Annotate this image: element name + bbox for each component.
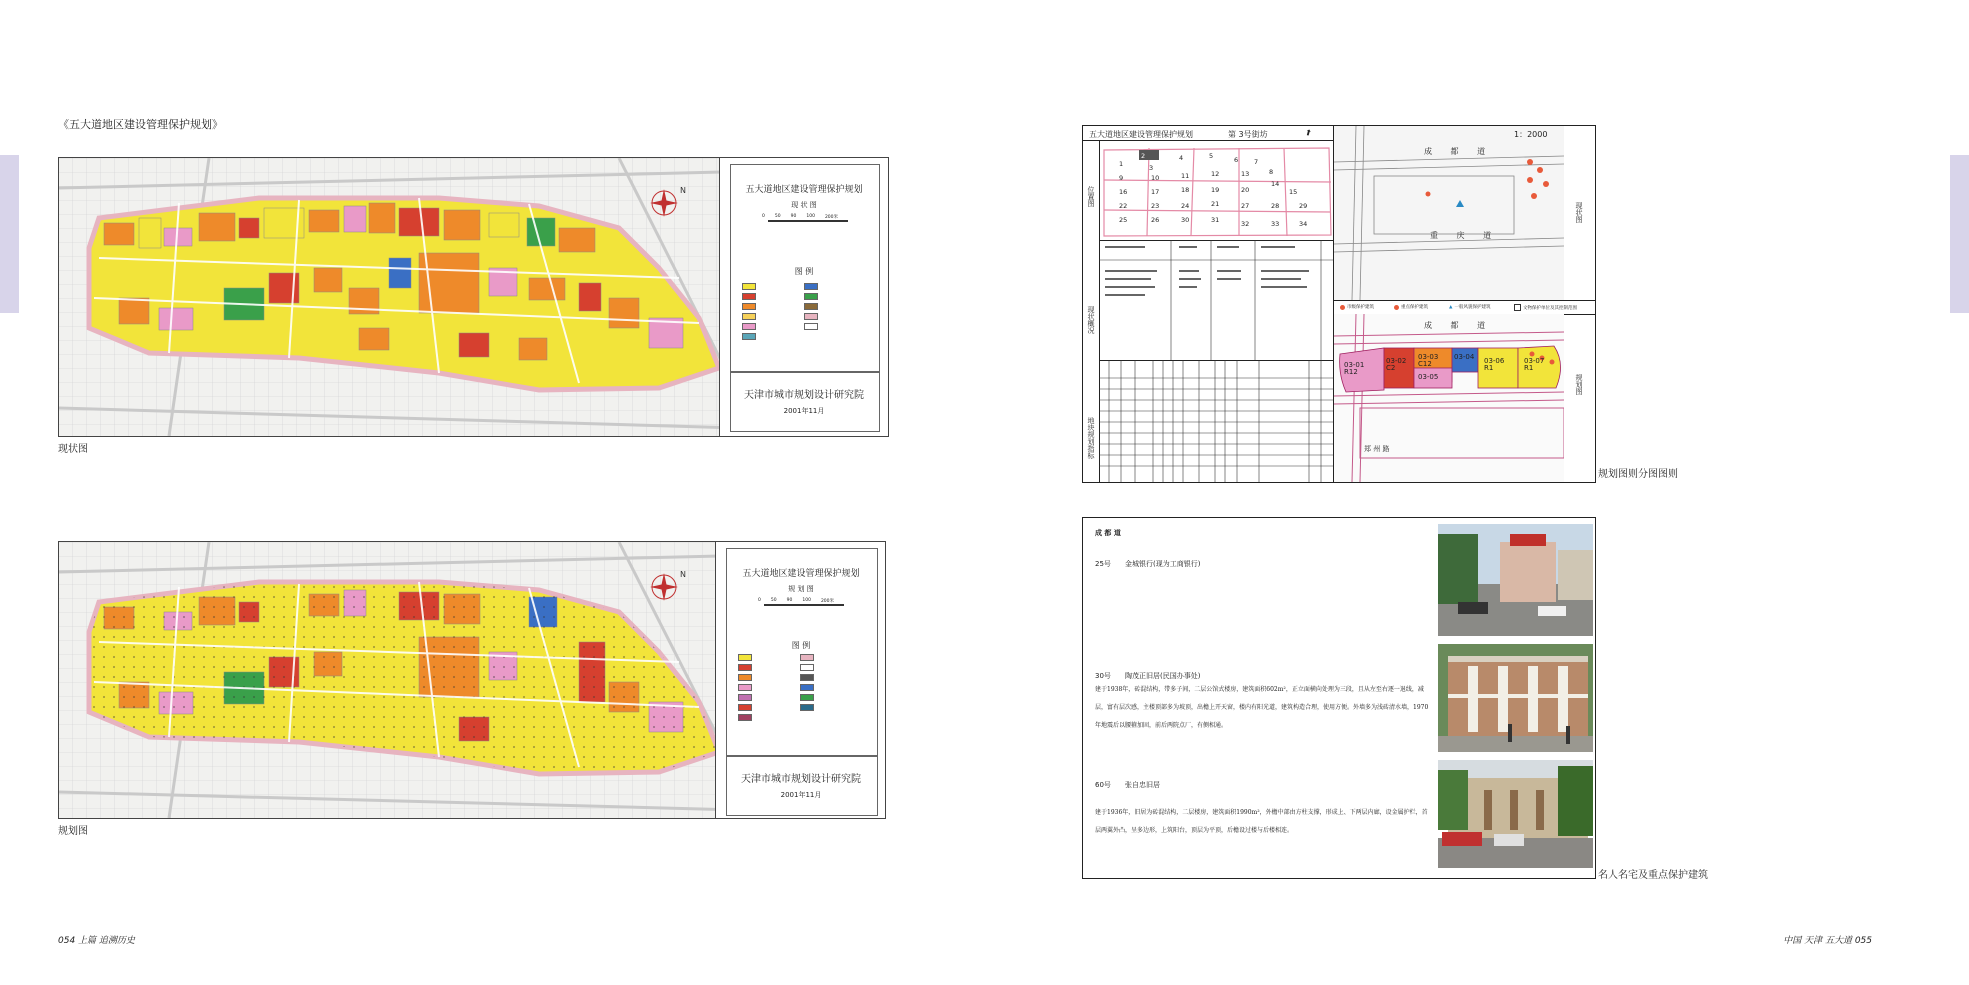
sheet-title: 五大道地区建设管理保护规划 [1089, 130, 1193, 139]
map-subtitle: 规 划 图 [788, 585, 814, 593]
road-label-chengdu-plan: 成 都 道 [1424, 321, 1494, 330]
svg-text:N: N [680, 570, 686, 579]
sheet-block: 第 3号街坊 [1228, 130, 1268, 139]
map-title: 五大道地区建设管理保护规划 [745, 185, 863, 195]
status-table [1099, 240, 1333, 361]
right-footer: 中国 天津 五大道 055 [1783, 936, 1872, 946]
photo-zhang-residence [1438, 760, 1593, 868]
left-footer: 054 上篇 追溯历史 [58, 936, 135, 946]
entry-name-3: 张自忠旧居 [1125, 781, 1160, 789]
street-sheet-caption: 名人名宅及重点保护建筑 [1598, 870, 1708, 881]
location-numbers: 1 2 3 4 5 6 7 8 9 10 11 12 13 14 15 16 17 18 19 20 21 22 23 24 25 26 27 28 29 30 31 32 33 34 [1119, 152, 1308, 228]
scale-bar [764, 604, 844, 606]
scale-bar [768, 220, 848, 222]
status-map-legend [719, 158, 888, 436]
road-label-chongqing: 重 庆 道 [1430, 231, 1500, 240]
street-name: 成 都 道 [1095, 529, 1121, 537]
entry-text-3: 建于1936年，旧居为砖混结构，二层楼房，建筑面积1990m²，外檐中部由方柱支撑，形成上、下两层内廊，设金属护栏，首层两翼外凸，呈多边形，上筑阳台，顶层为平顶，后檐设过楼与后楼相连。 [1095, 809, 1428, 834]
indicators-table [1099, 360, 1333, 482]
label-location: 位置图 [1087, 185, 1095, 207]
plan-map-legend [715, 542, 886, 818]
parcel-03-06: 03-06 R1 [1484, 357, 1505, 372]
parcel-03-04: 03-04 [1454, 353, 1475, 361]
label-status: 现状概况 [1087, 306, 1095, 334]
book-title: 《五大道地区建设管理保护规划》 [58, 118, 223, 131]
plan-map [58, 541, 886, 819]
photo-jincheng-bank [1438, 524, 1593, 636]
parcel-03-02: 03-02 C2 [1386, 357, 1407, 372]
scale-labels: 0 50 90 100 200米 [758, 598, 835, 604]
side-label-plan: 规划图 [1575, 373, 1583, 395]
road-label-zhengzhou: 郑 州 路 [1364, 445, 1390, 453]
north-arrow-icon: ⬈ [1303, 126, 1314, 139]
photo-tao-residence [1438, 644, 1593, 752]
section-label-column [1083, 140, 1100, 482]
block-sheet-caption: 规划图则分图图则 [1598, 469, 1678, 480]
block-plan-map [1333, 314, 1596, 482]
left-side-tab [0, 155, 19, 313]
status-map [58, 157, 889, 437]
legend-heading: 图 例 [791, 641, 811, 650]
svg-text:N: N [680, 186, 686, 195]
road-label-chengdu: 成 都 道 [1424, 147, 1494, 156]
block-plan-map-drawing [1334, 314, 1564, 482]
entry-text-2: 建于1938年，砖混结构，带多子间，二层公馆式楼房，建筑面积602m²，正立面横向处理为三段，且从左至右逐一退线，减层，富有层次感，主楼顶部多为坡顶，出檐上开天窗，楼内有阳光道，建筑构造合理，使用方便。外墙多为浅砖清水墙，1970年地震后以腰箍加固，前后两院点厂，有侧相通。 [1095, 686, 1429, 729]
parcel-03-03: 03-03 C12 [1418, 353, 1439, 368]
entry-number-1: 25号 [1095, 560, 1111, 568]
entry-name-1: 金城银行(现为工商银行) [1125, 560, 1201, 568]
parcel-03-01: 03-01 R12 [1344, 361, 1365, 376]
legend-heading: 图 例 [794, 267, 814, 276]
parcel-03-07: 03-07 R1 [1524, 357, 1545, 372]
map-date: 2001年11月 [783, 407, 825, 415]
sheet-header [1083, 126, 1333, 141]
side-label-status: 现状图 [1575, 201, 1583, 223]
block-status-map [1333, 126, 1596, 301]
institute-name: 天津市城市规划设计研究院 [741, 774, 861, 785]
indicators-table-grid [1099, 360, 1333, 482]
street-sheet [1082, 517, 1596, 879]
status-map-caption: 现状图 [58, 444, 88, 455]
entry-number-3: 60号 [1095, 781, 1111, 789]
status-table-grid [1099, 240, 1333, 360]
label-indicators: 地块规划指标 [1087, 417, 1095, 459]
map-date: 2001年11月 [780, 791, 822, 799]
institute-name: 天津市城市规划设计研究院 [744, 390, 864, 401]
block-plan-sheet [1082, 125, 1596, 483]
map-subtitle: 现 状 图 [791, 201, 817, 209]
block-legend-strip: 市级保护建筑 重点保护建筑 ▲ 一般风貌保护建筑 文物保护单位及其控制范围 [1333, 300, 1596, 315]
entry-name-2: 陶茂正旧居(民国办事处) [1125, 672, 1201, 680]
location-map [1099, 140, 1333, 241]
right-side-tab [1950, 155, 1969, 313]
map-title: 五大道地区建设管理保护规划 [742, 569, 860, 579]
scale-labels: 0 50 90 100 200米 [762, 214, 839, 220]
parcel-03-05: 03-05 [1418, 373, 1439, 381]
entry-number-2: 30号 [1095, 672, 1111, 680]
sheet-scale: 1：2000 [1514, 130, 1548, 139]
plan-map-caption: 规划图 [58, 826, 88, 837]
